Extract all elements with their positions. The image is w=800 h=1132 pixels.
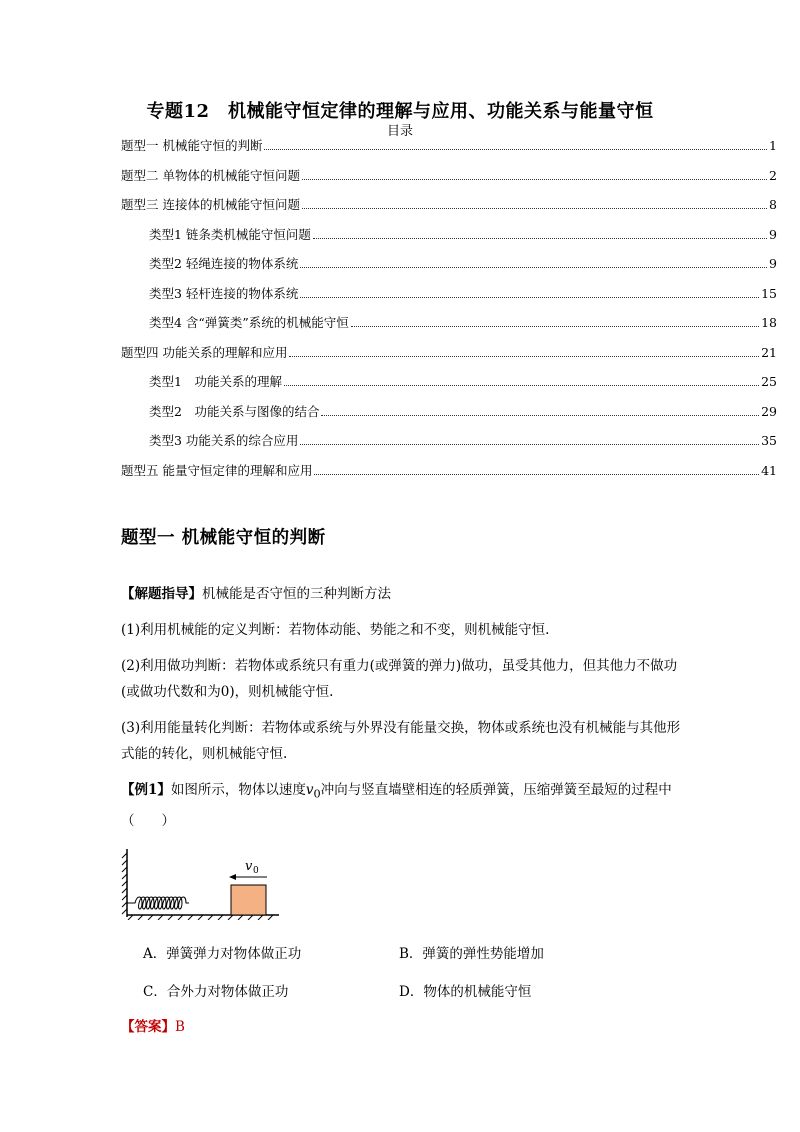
toc-entry[interactable] [121,168,777,198]
toc-entry-page: 2 [769,167,777,183]
toc-entry[interactable] [121,404,777,434]
toc-entry[interactable] [121,374,777,404]
option-c: C．合外力对物体做正功 [143,984,289,1000]
section-title: 题型一 机械能守恒的判断 [121,528,326,548]
option-d: D．物体的机械能守恒 [399,984,532,1000]
toc-entry-page: 15 [761,285,777,301]
toc-entry-text: 类型2 功能关系与图像的结合 [149,403,320,419]
toc-leader-dots [300,444,759,445]
toc-leader-dots [313,238,767,239]
example-text-after: 冲向与竖直墙壁相连的轻质弹簧，压缩弹簧至最短的过程中（ ） [121,782,672,829]
answer-label: 【答案】 [121,1019,175,1035]
toc-entry-page: 21 [761,344,777,360]
toc-heading: 目录 [386,124,413,139]
toc-entry-page: 41 [761,462,777,478]
velocity-subscript: 0 [313,787,321,801]
method-3: (3)利用能量转化判断：若物体或系统与外界没有能量交换，物体或系统也没有机械能与其他形式能的转化，则机械能守恒. [121,720,681,762]
toc-entry-text: 题型四 功能关系的理解和应用 [121,344,288,360]
toc-entry[interactable] [121,433,777,463]
answer-options [143,942,643,1002]
method-2: (2)利用做功判断：若物体或系统只有重力(或弹簧的弹力)做功，虽受其他力，但其他力不做功(或做功代数和为0)，则机械能守恒. [121,658,678,700]
method-1: (1)利用机械能的定义判断：若物体动能、势能之和不变，则机械能守恒. [121,622,550,638]
toc-leader-dots [300,297,759,298]
toc-entry-page: 9 [769,256,777,271]
toc-entry-page: 35 [761,433,777,448]
toc-entry[interactable] [121,463,777,493]
answer-value: B [175,1019,185,1035]
document-title: 专题12 机械能守恒定律的理解与应用、功能关系与能量守恒 [146,101,654,122]
toc-entry-page: 18 [761,315,777,330]
toc-entry[interactable] [121,197,777,227]
option-b: B．弹簧的弹性势能增加 [399,946,544,962]
toc-entry-text: 题型二 单物体的机械能守恒问题 [121,167,300,183]
toc-entry-text: 类型2 轻绳连接的物体系统 [149,256,299,271]
table-of-contents [121,138,777,492]
toc-entry[interactable] [121,227,777,257]
spring-coil [127,897,189,909]
velocity-symbol: v [305,782,314,798]
toc-entry-text: 题型五 能量守恒定律的理解和应用 [121,462,313,478]
toc-entry-text: 类型1 功能关系的理解 [149,374,282,389]
toc-entry[interactable] [121,256,777,286]
toc-entry-text: 类型1 链条类机械能守恒问题 [149,226,311,242]
toc-leader-dots [300,267,767,268]
velocity-label-sub: 0 [253,866,259,876]
toc-entry[interactable] [121,138,777,168]
toc-leader-dots [351,326,759,327]
toc-entry[interactable] [121,315,777,345]
example-1 [121,777,681,834]
toc-entry-text: 类型3 功能关系的综合应用 [149,433,299,448]
toc-entry-text: 类型3 轻杆连接的物体系统 [149,285,299,301]
toc-entry-page: 8 [769,197,777,212]
toc-leader-dots [302,179,767,180]
guide-text: 机械能是否守恒的三种判断方法 [202,586,391,602]
guide-label: 【解题指导】 [121,586,202,602]
block [231,885,266,915]
toc-leader-dots [289,356,759,357]
toc-entry-page: 25 [761,374,777,389]
toc-entry[interactable] [121,286,777,316]
toc-entry-text: 题型一 机械能守恒的判断 [121,138,263,153]
example-text-before: 如图所示，物体以速度 [170,782,306,798]
toc-entry[interactable] [121,345,777,375]
toc-leader-dots [321,415,759,416]
toc-entry-page: 1 [769,138,777,153]
toc-entry-page: 9 [769,226,777,242]
toc-entry-text: 类型4 含“弹簧类”系统的机械能守恒 [149,315,349,330]
spring-block-figure [121,845,281,920]
toc-leader-dots [314,474,759,475]
velocity-arrowhead [229,874,236,880]
example-label: 【例1】 [121,782,171,798]
toc-leader-dots [302,208,767,209]
toc-entry-page: 29 [761,403,777,419]
toc-leader-dots [284,385,759,386]
option-a: A．弹簧弹力对物体做正功 [143,946,302,962]
velocity-label: v [245,859,253,874]
toc-leader-dots [264,149,767,150]
answer-line [121,1014,681,1040]
guide-paragraph [121,581,681,607]
toc-entry-text: 题型三 连接体的机械能守恒问题 [121,197,300,212]
